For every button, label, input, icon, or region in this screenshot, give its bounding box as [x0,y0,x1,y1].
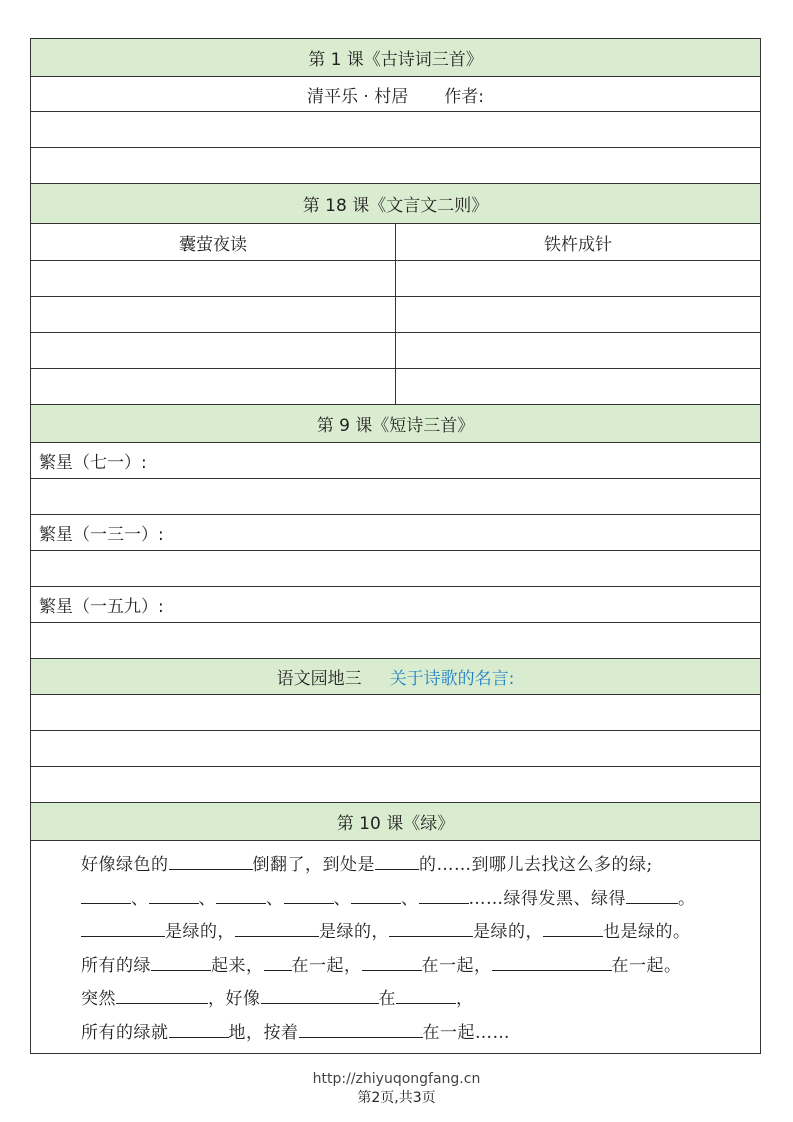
writing-line[interactable] [31,623,760,659]
passage-line [81,950,696,984]
passage-text: 是绿的， [165,922,235,942]
blank-field[interactable] [149,883,199,904]
blank-field[interactable] [492,950,612,971]
blank-field[interactable] [235,916,319,937]
passage-text: 在 [378,989,396,1009]
lesson1-poem-row [31,77,760,112]
writing-line[interactable] [31,112,760,148]
blank-field[interactable] [261,983,379,1004]
poem-prompt: 繁星（一三一）: [39,525,164,545]
blank-field[interactable] [169,849,253,870]
passage-line [81,916,696,950]
writing-line[interactable] [31,731,760,767]
passage-text: 突然 [81,989,116,1009]
blank-field[interactable] [169,1017,229,1038]
lesson18-header [31,184,760,224]
passage-text: ， [456,989,474,1009]
passage-text: 所有的绿 [81,955,151,976]
passage-text: 地，按着 [228,1022,299,1043]
blank-field[interactable] [299,1017,423,1038]
garden-title: 语文园地三 [276,669,362,689]
blank-field[interactable] [264,950,292,971]
passage-line [81,883,696,917]
passage-text: 、 [198,888,216,909]
lesson9-title: 第 9 课《短诗三首》 [316,416,475,436]
passage-text: 好像绿色的 [81,855,169,875]
passage-text: 也是绿的。 [603,922,691,942]
column-header-left: 囊萤夜读 [31,224,396,260]
column-header-right: 铁杵成针 [544,234,612,255]
passage-line [81,849,696,883]
passage-text: 在一起， [291,955,362,976]
garden-subtitle: 关于诗歌的名言: [389,669,515,689]
blank-field[interactable] [216,883,266,904]
blank-field[interactable] [151,950,211,971]
lesson1-title: 第 1 课《古诗词三首》 [308,50,483,70]
passage-line [81,983,696,1017]
lesson18-title: 第 18 课《文言文二则》 [302,196,489,216]
blank-field[interactable] [419,883,469,904]
passage-text: 在一起， [421,955,492,976]
two-column-writing-row[interactable] [31,297,760,333]
passage-text: 所有的绿就 [81,1022,169,1043]
poem-prompt: 繁星（七一）: [39,453,147,473]
lesson10-header [31,803,760,841]
passage-text: 。 [678,888,696,909]
passage-text: 是绿的， [319,922,389,942]
blank-field[interactable] [284,883,334,904]
poem-prompt-row [31,587,760,623]
passage-text: 、 [131,888,149,909]
poem-prompt-row [31,515,760,551]
poem-title: 清平乐 · 村居 [307,86,409,107]
fill-in-passage [31,841,696,1058]
poem-prompt-row [31,443,760,479]
blank-field[interactable] [116,983,208,1004]
passage-text: ……绿得发黑、绿得 [468,888,626,909]
lesson9-header [31,405,760,443]
lesson1-header [31,39,760,77]
poem-prompt: 繁星（一五九）: [39,597,164,617]
lesson18-column-headers [31,224,760,261]
garden-header [31,659,760,695]
blank-field[interactable] [362,950,422,971]
blank-field[interactable] [389,916,473,937]
lesson10-title: 第 10 课《绿》 [336,814,455,834]
writing-line[interactable] [31,551,760,587]
writing-line[interactable] [31,148,760,184]
blank-field[interactable] [81,916,165,937]
writing-line[interactable] [31,767,760,803]
author-label: 作者: [444,86,484,107]
passage-text: 在一起。 [611,955,682,976]
writing-line[interactable] [31,479,760,515]
passage-text: 、 [266,888,284,909]
fill-in-passage-row [31,841,760,1053]
blank-field[interactable] [626,883,678,904]
passage-line [81,1017,696,1051]
two-column-writing-row[interactable] [31,333,760,369]
passage-text: 的……到哪儿去找这么多的绿; [419,855,653,875]
blank-field[interactable] [351,883,401,904]
passage-text: 倒翻了，到处是 [252,855,375,875]
blank-field[interactable] [543,916,603,937]
passage-text: 、 [333,888,351,909]
blank-field[interactable] [81,883,131,904]
passage-text: 起来， [211,955,264,976]
blank-field[interactable] [396,983,456,1004]
blank-field[interactable] [375,849,419,870]
passage-text: ，好像 [208,989,261,1009]
worksheet-table [30,38,761,1054]
page-number: 第2页,共3页 [357,1090,436,1106]
passage-text: 是绿的， [473,922,543,942]
two-column-writing-row[interactable] [31,261,760,297]
passage-text: 、 [401,888,419,909]
writing-line[interactable] [31,695,760,731]
footer-url: http://zhiyuqongfang.cn [312,1071,481,1087]
two-column-writing-row[interactable] [31,369,760,405]
passage-text: 在一起…… [422,1022,510,1043]
